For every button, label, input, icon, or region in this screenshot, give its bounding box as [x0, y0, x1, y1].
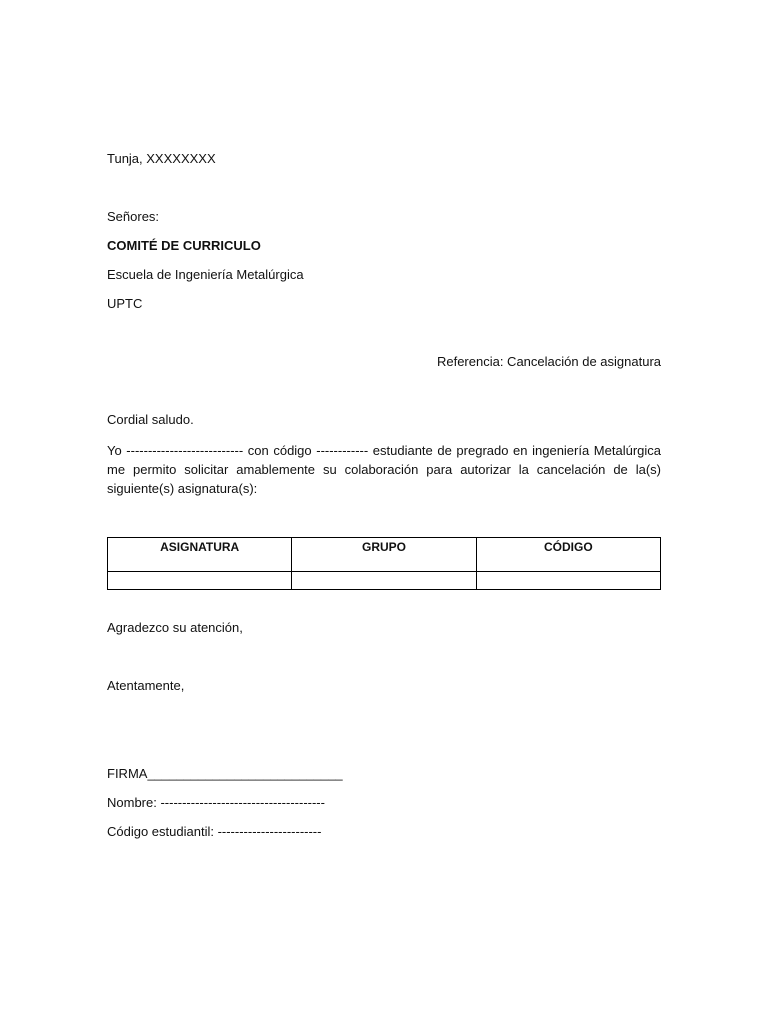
recipient-institution: UPTC — [107, 296, 143, 311]
cell-codigo — [476, 572, 660, 590]
greeting: Cordial saludo. — [107, 412, 194, 427]
cell-asignatura — [108, 572, 292, 590]
recipient-committee: COMITÉ DE CURRICULO — [107, 238, 261, 253]
reference-line: Referencia: Cancelación de asignatura — [436, 354, 661, 369]
name-line: Nombre: -------------------------------------- — [107, 795, 325, 810]
table-row — [108, 572, 661, 590]
signature-line: FIRMA___________________________ — [107, 766, 343, 781]
student-code-line: Código estudiantil: ------------------------ — [107, 824, 322, 839]
header-codigo: CÓDIGO — [476, 538, 660, 572]
header-grupo: GRUPO — [292, 538, 476, 572]
recipient-school: Escuela de Ingeniería Metalúrgica — [107, 267, 304, 282]
header-asignatura: ASIGNATURA — [108, 538, 292, 572]
subjects-table — [107, 537, 661, 590]
body-paragraph: Yo --------------------------- con código ------------ estudiante de pregrado en ingeniería Metalúrgica me permito solicitar amablemente su colaboración para autorizar la cancelación de la(s) siguiente(s) asignatura(s): — [107, 443, 661, 496]
table-header-row — [108, 538, 661, 572]
thanks-line: Agradezco su atención, — [107, 620, 243, 635]
recipient-salutation: Señores: — [107, 209, 160, 224]
cell-grupo — [292, 572, 476, 590]
place-date: Tunja, XXXXXXXX — [107, 151, 216, 166]
closing-line: Atentamente, — [107, 678, 185, 693]
